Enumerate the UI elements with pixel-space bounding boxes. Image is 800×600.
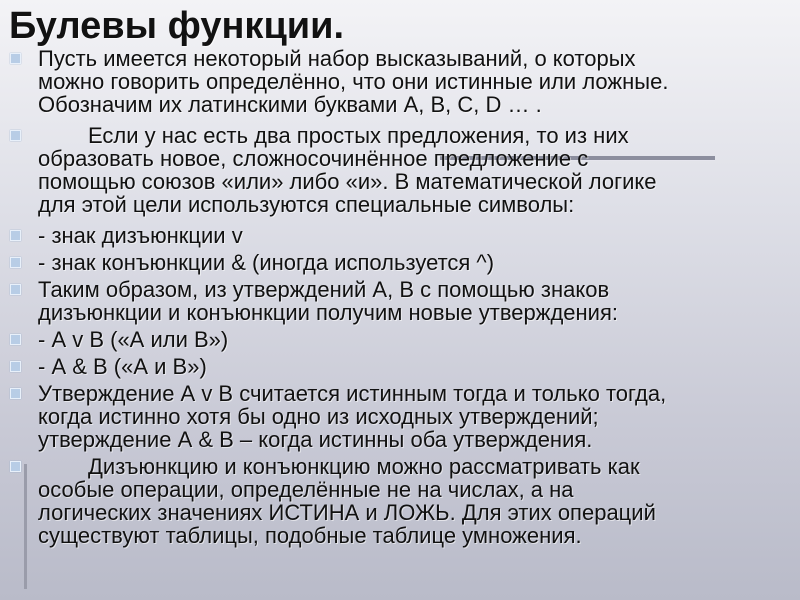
bullet-item-8 xyxy=(8,382,788,451)
bullet-icon xyxy=(8,328,38,351)
bullet-icon xyxy=(8,278,38,301)
bullet-item-1 xyxy=(8,47,788,116)
bullet-item-4 xyxy=(8,251,788,274)
slide-content xyxy=(8,47,788,547)
bullet-text: - А v В («А или В») xyxy=(38,327,229,352)
bullet-text: - знак конъюнкции & (иногда используется ^) xyxy=(38,250,495,275)
slide-title: Булевы функции. xyxy=(9,5,345,47)
bullet-text: Если у нас есть два простых предложения, то из них образовать новое, сложносочинённое предложение с помощью союзов «или» либо «и». В математической логике для этой цели используются специальные символы: xyxy=(38,123,657,217)
bullet-item-7 xyxy=(8,355,788,378)
bullet-icon xyxy=(8,455,38,478)
bullet-text: Таким образом, из утверждений А, В с помощью знаков дизъюнкции и конъюнкции получим новые утверждения: xyxy=(38,277,618,325)
bullet-icon xyxy=(8,382,38,405)
bullet-icon xyxy=(8,124,38,147)
bullet-text: - знак дизъюнкции v xyxy=(38,223,243,248)
bullet-icon xyxy=(8,47,38,70)
bullet-icon xyxy=(8,251,38,274)
bullet-text: Пусть имеется некоторый набор высказываний, о которых можно говорить определённо, что они истинные или ложные. Обозначим их латинскими буквами А, В, С, D … . xyxy=(38,46,669,117)
bullet-item-3 xyxy=(8,224,788,247)
bullet-item-5 xyxy=(8,278,788,324)
bullet-text: - А & В («А и В») xyxy=(38,354,207,379)
bullet-icon xyxy=(8,355,38,378)
bullet-item-9 xyxy=(8,455,788,547)
bullet-item-6 xyxy=(8,328,788,351)
bullet-icon xyxy=(8,224,38,247)
bullet-text: Утверждение А v В считается истинным тогда и только тогда, когда истинно хотя бы одно из исходных утверждений; утверждение А & В – когда истинны оба утверждения. xyxy=(38,381,667,452)
bullet-item-2 xyxy=(8,124,788,216)
bullet-text: Дизъюнкцию и конъюнкцию можно рассматривать как особые операции, определённые не на числах, а на логических значениях ИСТИНА и ЛОЖЬ. Для этих операций существуют таблицы, подобные таблице умножения. xyxy=(38,454,656,548)
